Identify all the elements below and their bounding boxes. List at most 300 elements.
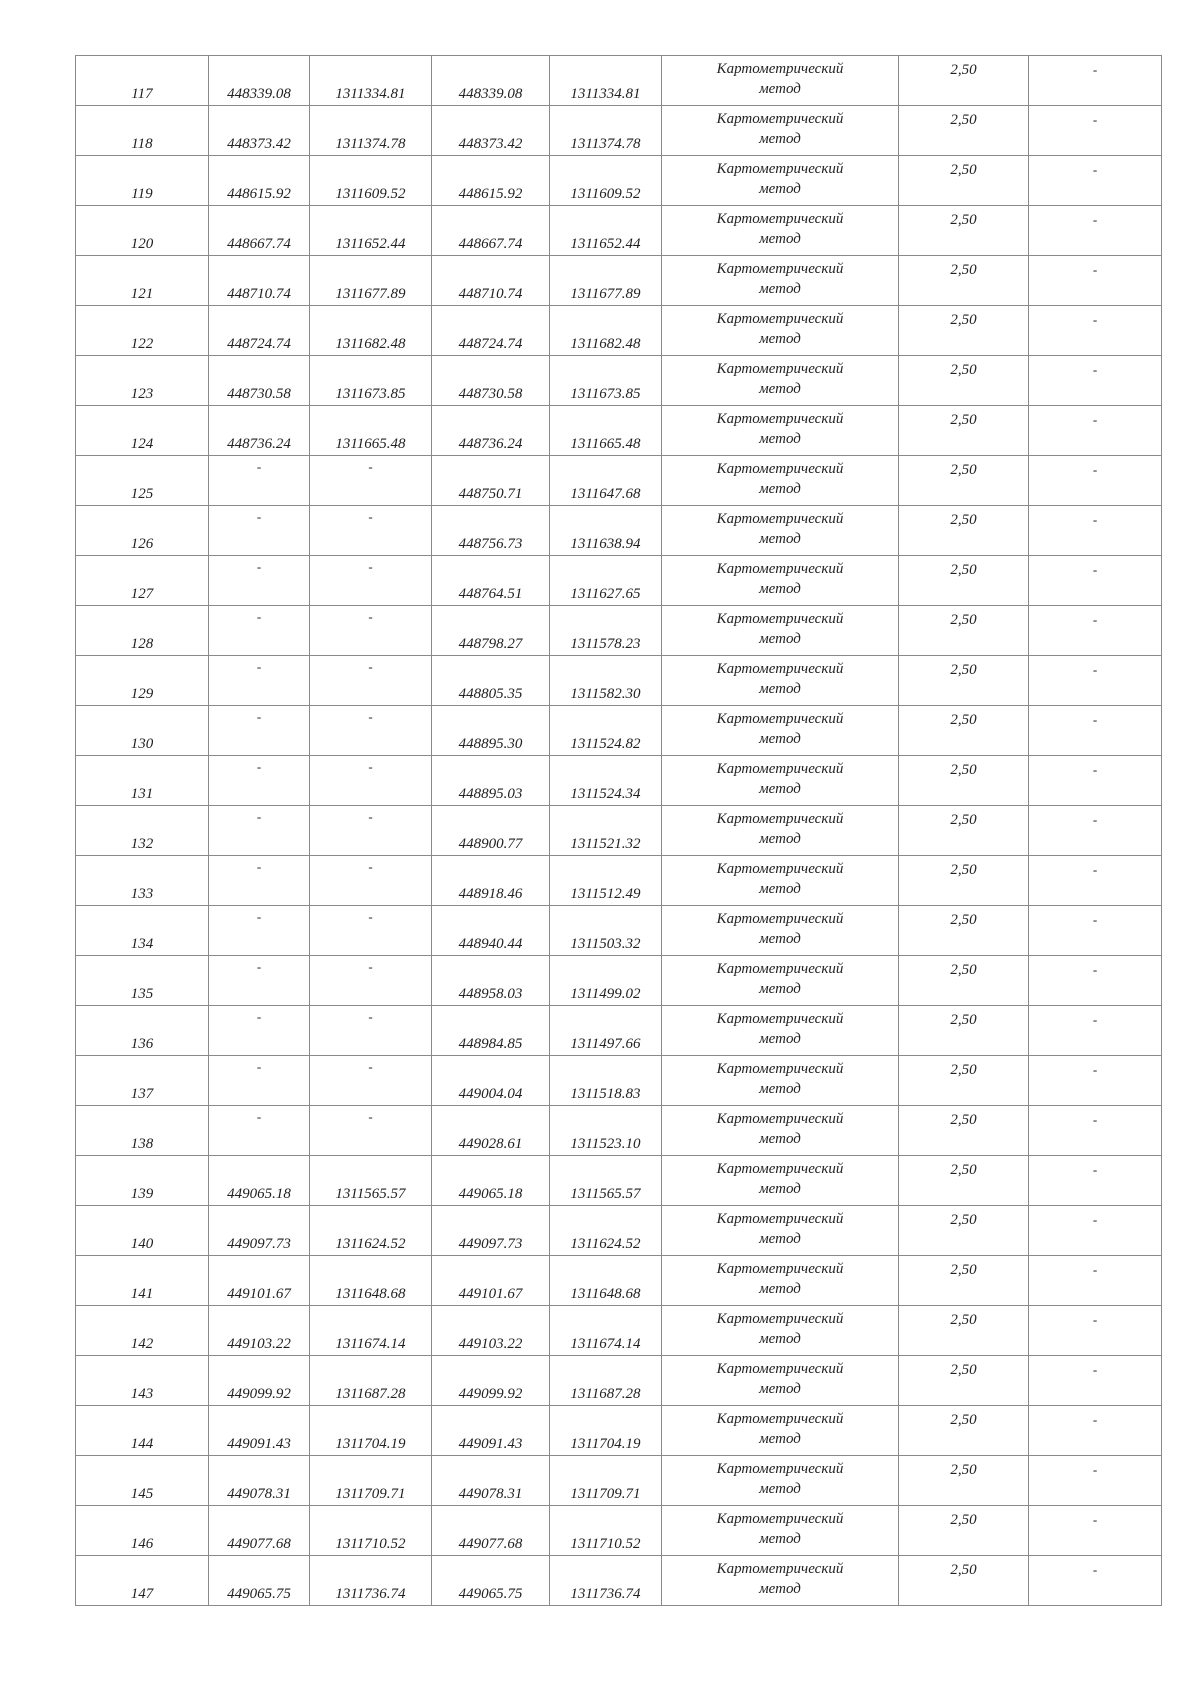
coord-y2: 1311512.49 (570, 886, 641, 902)
note-cell (1029, 306, 1162, 356)
note-cell (1029, 1306, 1162, 1356)
coord-y1-cell (310, 1406, 432, 1456)
coord-y1-cell (310, 956, 432, 1006)
coord-x2: 448756.73 (458, 536, 523, 552)
method-line1: Картометрический (716, 1311, 844, 1327)
accuracy-cell (899, 1556, 1029, 1606)
accuracy-cell (899, 406, 1029, 456)
point-number-cell (76, 906, 209, 956)
note-value: - (1092, 712, 1098, 727)
accuracy-cell (899, 906, 1029, 956)
coord-x2-cell (432, 1506, 550, 1556)
point-number-cell (76, 56, 209, 106)
coord-x2-cell (432, 506, 550, 556)
coord-y1: 1311609.52 (335, 186, 406, 202)
method-line1: Картометрический (716, 111, 844, 127)
point-number: 130 (130, 736, 154, 752)
coord-x1-cell (209, 1006, 310, 1056)
coord-y2-cell (550, 306, 662, 356)
method-line1: Картометрический (716, 711, 844, 727)
method-cell (662, 106, 899, 156)
method-line2: метод (759, 581, 801, 597)
coord-x2: 448764.51 (458, 586, 523, 602)
method-text (662, 56, 898, 99)
point-number-cell (76, 1306, 209, 1356)
point-number: 120 (130, 236, 154, 252)
table-row (76, 1206, 1162, 1256)
coord-y1: 1311652.44 (335, 236, 406, 252)
coord-y2-cell (550, 456, 662, 506)
method-text (662, 756, 898, 799)
coord-y2: 1311704.19 (570, 1436, 641, 1452)
coord-y2-cell (550, 556, 662, 606)
coord-y2: 1311609.52 (570, 186, 641, 202)
accuracy-cell (899, 606, 1029, 656)
method-line2: метод (759, 81, 801, 97)
coord-y2-cell (550, 706, 662, 756)
coord-x2-cell (432, 256, 550, 306)
method-line2: метод (759, 1481, 801, 1497)
note-value: - (1092, 1012, 1098, 1027)
coord-y2-cell (550, 356, 662, 406)
coord-y1-cell (310, 206, 432, 256)
point-number-cell (76, 356, 209, 406)
coord-y1: 1311565.57 (335, 1186, 406, 1202)
table-row (76, 456, 1162, 506)
method-line2: метод (759, 1031, 801, 1047)
point-number-cell (76, 1256, 209, 1306)
note-cell (1029, 406, 1162, 456)
note-cell (1029, 1356, 1162, 1406)
note-cell (1029, 206, 1162, 256)
method-cell (662, 956, 899, 1006)
method-cell (662, 1056, 899, 1106)
note-cell (1029, 756, 1162, 806)
table-row (76, 1156, 1162, 1206)
coord-y2: 1311503.32 (570, 936, 641, 952)
coord-x2: 449077.68 (458, 1536, 523, 1552)
coord-y1-cell (310, 806, 432, 856)
coord-y2-cell (550, 56, 662, 106)
point-number-cell (76, 1556, 209, 1606)
accuracy-cell (899, 806, 1029, 856)
accuracy-cell (899, 456, 1029, 506)
coord-y1: - (368, 709, 373, 724)
coord-y1-cell (310, 1556, 432, 1606)
table-row (76, 406, 1162, 456)
coord-x1-cell (209, 856, 310, 906)
method-text (662, 206, 898, 249)
coord-x2-cell (432, 906, 550, 956)
method-text (662, 856, 898, 899)
accuracy-value: 2,50 (950, 912, 977, 928)
method-text (662, 606, 898, 649)
coord-y2-cell (550, 906, 662, 956)
note-value: - (1092, 1062, 1098, 1077)
coord-y1: - (368, 559, 373, 574)
coord-x2-cell (432, 1556, 550, 1606)
coord-y2: 1311709.71 (570, 1486, 641, 1502)
note-cell (1029, 1006, 1162, 1056)
coord-y1: 1311709.71 (335, 1486, 406, 1502)
coord-y1-cell (310, 1056, 432, 1106)
coord-x1: 449101.67 (227, 1286, 291, 1302)
note-value: - (1092, 1212, 1098, 1227)
method-line2: метод (759, 331, 801, 347)
accuracy-value: 2,50 (950, 412, 977, 428)
coord-y2: 1311627.65 (570, 586, 641, 602)
method-cell (662, 306, 899, 356)
coord-y2: 1311647.68 (570, 486, 641, 502)
coord-x2: 449099.92 (458, 1386, 523, 1402)
method-line1: Картометрический (716, 1461, 844, 1477)
method-line1: Картометрический (716, 1011, 844, 1027)
coord-x2: 448736.24 (458, 436, 523, 452)
method-line2: метод (759, 1431, 801, 1447)
method-text (662, 1456, 898, 1499)
method-cell (662, 906, 899, 956)
method-line1: Картометрический (716, 511, 844, 527)
point-number: 141 (130, 1286, 154, 1302)
point-number-cell (76, 1056, 209, 1106)
point-number-cell (76, 1506, 209, 1556)
method-text (662, 456, 898, 499)
method-text (662, 906, 898, 949)
coord-y1-cell (310, 906, 432, 956)
coord-y2-cell (550, 1156, 662, 1206)
method-cell (662, 506, 899, 556)
point-number-cell (76, 756, 209, 806)
accuracy-value: 2,50 (950, 662, 977, 678)
coord-y2: 1311648.68 (570, 1286, 641, 1302)
coord-y2: 1311521.32 (570, 836, 641, 852)
accuracy-value: 2,50 (950, 862, 977, 878)
method-text (662, 306, 898, 349)
coord-x2: 448730.58 (458, 386, 523, 402)
method-line2: метод (759, 531, 801, 547)
point-number-cell (76, 456, 209, 506)
coord-y1-cell (310, 556, 432, 606)
coord-x2-cell (432, 106, 550, 156)
coord-y2: 1311499.02 (570, 986, 641, 1002)
coord-x2-cell (432, 206, 550, 256)
coord-y2-cell (550, 756, 662, 806)
note-value: - (1092, 1362, 1098, 1377)
coord-x1-cell (209, 456, 310, 506)
point-number: 146 (130, 1536, 154, 1552)
note-cell (1029, 356, 1162, 406)
coord-x2-cell (432, 156, 550, 206)
note-cell (1029, 1456, 1162, 1506)
coord-x1: 449078.31 (227, 1486, 291, 1502)
coord-y2: 1311673.85 (570, 386, 641, 402)
table-row (76, 1106, 1162, 1156)
coord-y2: 1311710.52 (570, 1536, 641, 1552)
accuracy-cell (899, 1306, 1029, 1356)
method-line2: метод (759, 1531, 801, 1547)
coord-x2-cell (432, 706, 550, 756)
coord-x2-cell (432, 956, 550, 1006)
point-number: 145 (130, 1486, 154, 1502)
coord-x2: 449065.18 (458, 1186, 523, 1202)
method-line2: метод (759, 231, 801, 247)
method-line1: Картометрический (716, 1211, 844, 1227)
accuracy-value: 2,50 (950, 1112, 977, 1128)
accuracy-cell (899, 156, 1029, 206)
coord-x1: - (256, 959, 262, 974)
coord-y1: - (368, 459, 373, 474)
note-cell (1029, 606, 1162, 656)
coord-y2: 1311652.44 (570, 236, 641, 252)
coord-y2: 1311497.66 (570, 1036, 641, 1052)
coord-x2-cell (432, 1056, 550, 1106)
method-cell (662, 806, 899, 856)
method-text (662, 1006, 898, 1049)
table-row (76, 1556, 1162, 1606)
accuracy-value: 2,50 (950, 462, 977, 478)
coord-y1: 1311665.48 (335, 436, 406, 452)
accuracy-value: 2,50 (950, 1212, 977, 1228)
coord-x2: 448798.27 (458, 636, 523, 652)
accuracy-cell (899, 506, 1029, 556)
coord-y2-cell (550, 1356, 662, 1406)
note-value: - (1092, 1312, 1098, 1327)
point-number: 134 (130, 936, 154, 952)
accuracy-cell (899, 1006, 1029, 1056)
method-line1: Картометрический (716, 911, 844, 927)
coord-x1-cell (209, 806, 310, 856)
coord-y2-cell (550, 1456, 662, 1506)
method-line2: метод (759, 631, 801, 647)
method-line2: метод (759, 1081, 801, 1097)
coord-y2: 1311524.82 (570, 736, 641, 752)
coord-y1: 1311704.19 (335, 1436, 406, 1452)
table-row (76, 1356, 1162, 1406)
method-line2: метод (759, 1131, 801, 1147)
coord-x1: 448667.74 (227, 236, 291, 252)
coord-x1-cell (209, 306, 310, 356)
coord-y1: - (368, 509, 373, 524)
coord-x2: 449101.67 (458, 1286, 523, 1302)
note-value: - (1092, 412, 1098, 427)
coord-y1: - (368, 1109, 373, 1124)
coord-x1-cell (209, 106, 310, 156)
accuracy-cell (899, 1406, 1029, 1456)
coord-y2: 1311334.81 (570, 86, 641, 102)
coord-y1-cell (310, 1356, 432, 1406)
method-line1: Картометрический (716, 1161, 844, 1177)
coord-x2-cell (432, 1256, 550, 1306)
point-number-cell (76, 506, 209, 556)
method-text (662, 506, 898, 549)
coord-y2: 1311665.48 (570, 436, 641, 452)
coord-y1-cell (310, 106, 432, 156)
coord-y2: 1311518.83 (570, 1086, 641, 1102)
accuracy-value: 2,50 (950, 1412, 977, 1428)
note-cell (1029, 856, 1162, 906)
coord-y1-cell (310, 156, 432, 206)
method-text (662, 106, 898, 149)
coord-x1-cell (209, 1556, 310, 1606)
accuracy-cell (899, 356, 1029, 406)
accuracy-value: 2,50 (950, 612, 977, 628)
method-cell (662, 1406, 899, 1456)
method-line1: Картометрический (716, 411, 844, 427)
point-number-cell (76, 1406, 209, 1456)
coord-x1-cell (209, 1356, 310, 1406)
point-number: 133 (130, 886, 154, 902)
method-cell (662, 1156, 899, 1206)
coord-x2-cell (432, 856, 550, 906)
method-line1: Картометрический (716, 561, 844, 577)
table-row (76, 306, 1162, 356)
coord-x1-cell (209, 656, 310, 706)
point-number-cell (76, 206, 209, 256)
coordinates-table (75, 55, 1162, 1606)
method-cell (662, 1306, 899, 1356)
coord-x1: 448373.42 (227, 136, 291, 152)
note-cell (1029, 706, 1162, 756)
coord-x2: 448339.08 (458, 86, 523, 102)
coord-y1: 1311687.28 (335, 1386, 406, 1402)
accuracy-value: 2,50 (950, 362, 977, 378)
coord-x1: 449065.75 (227, 1586, 291, 1602)
accuracy-value: 2,50 (950, 1262, 977, 1278)
coord-y2: 1311677.89 (570, 286, 641, 302)
note-value: - (1092, 1462, 1098, 1477)
note-cell (1029, 1106, 1162, 1156)
method-text (662, 1056, 898, 1099)
point-number: 128 (130, 636, 154, 652)
coord-y1: 1311710.52 (335, 1536, 406, 1552)
coord-x2: 449103.22 (458, 1336, 523, 1352)
point-number: 138 (130, 1136, 154, 1152)
point-number-cell (76, 556, 209, 606)
coord-y1: 1311334.81 (335, 86, 406, 102)
accuracy-cell (899, 1456, 1029, 1506)
point-number-cell (76, 956, 209, 1006)
note-cell (1029, 1206, 1162, 1256)
coord-y2-cell (550, 256, 662, 306)
coord-x2: 448895.03 (458, 786, 523, 802)
table-row (76, 56, 1162, 106)
accuracy-value: 2,50 (950, 112, 977, 128)
note-value: - (1092, 1112, 1098, 1127)
coord-y1-cell (310, 356, 432, 406)
method-line1: Картометрический (716, 1411, 844, 1427)
method-line1: Картометрический (716, 211, 844, 227)
table-row (76, 1406, 1162, 1456)
table-row (76, 556, 1162, 606)
coord-y2: 1311682.48 (570, 336, 641, 352)
point-number: 147 (130, 1586, 154, 1602)
coord-y2-cell (550, 1106, 662, 1156)
method-line2: метод (759, 1281, 801, 1297)
accuracy-value: 2,50 (950, 512, 977, 528)
accuracy-value: 2,50 (950, 162, 977, 178)
coord-y2: 1311674.14 (570, 1336, 641, 1352)
accuracy-cell (899, 1206, 1029, 1256)
method-line1: Картометрический (716, 1111, 844, 1127)
accuracy-value: 2,50 (950, 762, 977, 778)
note-value: - (1092, 312, 1098, 327)
coord-x2: 448918.46 (458, 886, 523, 902)
table-row (76, 606, 1162, 656)
coord-x2-cell (432, 1156, 550, 1206)
point-number: 118 (131, 136, 153, 152)
coord-x1: - (256, 1009, 262, 1024)
coord-y1: 1311677.89 (335, 286, 406, 302)
note-cell (1029, 506, 1162, 556)
coord-x1: - (256, 659, 262, 674)
accuracy-value: 2,50 (950, 1512, 977, 1528)
point-number-cell (76, 606, 209, 656)
accuracy-value: 2,50 (950, 562, 977, 578)
method-cell (662, 656, 899, 706)
accuracy-value: 2,50 (950, 312, 977, 328)
note-value: - (1092, 1162, 1098, 1177)
coord-x1: - (256, 609, 262, 624)
coord-x1: - (256, 909, 262, 924)
point-number-cell (76, 1106, 209, 1156)
coord-y2: 1311374.78 (570, 136, 641, 152)
coord-y1-cell (310, 1506, 432, 1556)
coord-y1-cell (310, 1206, 432, 1256)
coord-y2: 1311523.10 (570, 1136, 641, 1152)
coord-x1-cell (209, 1506, 310, 1556)
method-line2: метод (759, 431, 801, 447)
method-cell (662, 1006, 899, 1056)
coord-y1: - (368, 909, 373, 924)
coord-x2: 448724.74 (458, 336, 523, 352)
point-number: 127 (130, 586, 154, 602)
coord-y2-cell (550, 1306, 662, 1356)
point-number: 136 (130, 1036, 154, 1052)
coord-x2-cell (432, 356, 550, 406)
method-line2: метод (759, 681, 801, 697)
coord-x2-cell (432, 756, 550, 806)
method-text (662, 406, 898, 449)
coord-y2: 1311578.23 (570, 636, 641, 652)
method-cell (662, 556, 899, 606)
point-number-cell (76, 1356, 209, 1406)
coord-y2-cell (550, 1056, 662, 1106)
coord-y1: 1311648.68 (335, 1286, 406, 1302)
accuracy-cell (899, 856, 1029, 906)
accuracy-value: 2,50 (950, 212, 977, 228)
coord-x1: - (256, 509, 262, 524)
accuracy-cell (899, 306, 1029, 356)
point-number-cell (76, 306, 209, 356)
coord-x2: 448895.30 (458, 736, 523, 752)
note-value: - (1092, 562, 1098, 577)
coord-y1-cell (310, 1156, 432, 1206)
coord-x2-cell (432, 1456, 550, 1506)
coord-y1-cell (310, 1106, 432, 1156)
point-number: 137 (130, 1086, 154, 1102)
coord-y2: 1311524.34 (570, 786, 641, 802)
coord-y2-cell (550, 406, 662, 456)
point-number: 132 (130, 836, 154, 852)
note-cell (1029, 1256, 1162, 1306)
note-cell (1029, 456, 1162, 506)
note-value: - (1092, 612, 1098, 627)
coord-y1-cell (310, 306, 432, 356)
method-cell (662, 356, 899, 406)
accuracy-cell (899, 1056, 1029, 1106)
note-value: - (1092, 962, 1098, 977)
coord-y1-cell (310, 1456, 432, 1506)
